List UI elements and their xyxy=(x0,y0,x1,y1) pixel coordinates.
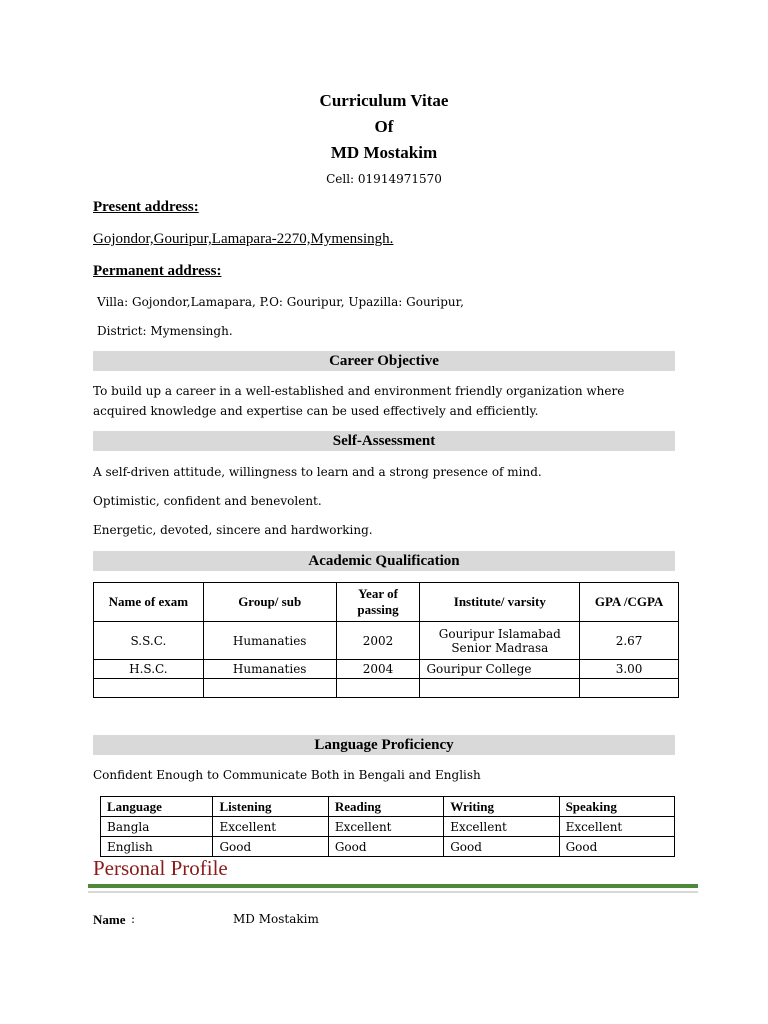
academic-col-header: GPA /CGPA xyxy=(580,583,679,622)
permanent-address-line1: Villa: Gojondor,Lamapara, P.O: Gouripur, Upazilla: Gouripur, xyxy=(97,295,464,309)
table-row xyxy=(94,660,679,679)
name-colon: : xyxy=(131,912,136,926)
personal-profile-heading: Personal Profile xyxy=(93,856,228,880)
table-cell: H.S.C. xyxy=(94,660,204,679)
table-cell: S.S.C. xyxy=(94,622,204,660)
language-col-header: Writing xyxy=(444,797,559,817)
career-objective-heading: Career Objective xyxy=(93,351,675,371)
table-cell xyxy=(420,679,580,698)
table-cell: 2.67 xyxy=(580,622,679,660)
present-address-value: Gojondor,Gouripur,Lamapara-2270,Mymensingh. xyxy=(93,231,394,247)
self-assessment-item: Energetic, devoted, sincere and hardworking. xyxy=(93,523,373,537)
language-header-row xyxy=(101,797,675,817)
language-heading: Language Proficiency xyxy=(93,735,675,755)
table-cell xyxy=(336,679,420,698)
language-col-header: Listening xyxy=(213,797,328,817)
academic-col-header: Year of passing xyxy=(336,583,420,622)
academic-col-header: Name of exam xyxy=(94,583,204,622)
table-cell: Good xyxy=(444,837,559,857)
cell-number: Cell: 01914971570 xyxy=(326,172,442,186)
permanent-address-label: Permanent address: xyxy=(93,263,222,279)
cv-owner-name: MD Mostakim xyxy=(330,143,438,162)
table-cell: Excellent xyxy=(444,817,559,837)
table-cell: Good xyxy=(328,837,443,857)
table-cell: English xyxy=(101,837,213,857)
table-row xyxy=(94,679,679,698)
table-row xyxy=(94,622,679,660)
name-label: Name xyxy=(93,912,126,927)
table-cell: Bangla xyxy=(101,817,213,837)
language-col-header: Speaking xyxy=(559,797,674,817)
table-cell: Excellent xyxy=(559,817,674,837)
table-row xyxy=(101,837,675,857)
career-objective-text: To build up a career in a well-established and environment friendly organization where acquired knowledge and expertise can be used effectively and efficiently. xyxy=(93,384,625,418)
profile-divider xyxy=(88,884,698,888)
academic-heading: Academic Qualification xyxy=(93,551,675,571)
academic-col-header: Institute/ varsity xyxy=(420,583,580,622)
table-cell: Excellent xyxy=(213,817,328,837)
cv-title: Curriculum Vitae xyxy=(319,91,449,110)
table-cell xyxy=(580,679,679,698)
self-assessment-heading: Self-Assessment xyxy=(93,431,675,451)
table-cell: Good xyxy=(559,837,674,857)
language-col-header: Reading xyxy=(328,797,443,817)
table-row xyxy=(101,817,675,837)
table-cell: Gouripur College xyxy=(420,660,580,679)
profile-divider-shadow xyxy=(88,891,698,893)
self-assessment-item: A self-driven attitude, willingness to learn and a strong presence of mind. xyxy=(93,465,542,479)
language-table xyxy=(100,796,675,857)
table-cell: Humanaties xyxy=(203,622,336,660)
language-col-header: Language xyxy=(101,797,213,817)
name-value: MD Mostakim xyxy=(233,912,319,926)
table-cell: 3.00 xyxy=(580,660,679,679)
table-cell: Gouripur Islamabad Senior Madrasa xyxy=(420,622,580,660)
table-cell: Humanaties xyxy=(203,660,336,679)
table-cell xyxy=(203,679,336,698)
table-cell: Excellent xyxy=(328,817,443,837)
academic-header-row xyxy=(94,583,679,622)
table-cell xyxy=(94,679,204,698)
academic-table xyxy=(93,582,679,698)
table-cell: 2002 xyxy=(336,622,420,660)
permanent-address-line2: District: Mymensingh. xyxy=(97,324,233,338)
present-address-label: Present address: xyxy=(93,199,199,215)
cv-title-of: Of xyxy=(374,117,394,136)
self-assessment-item: Optimistic, confident and benevolent. xyxy=(93,494,322,508)
table-cell: Good xyxy=(213,837,328,857)
table-cell: 2004 xyxy=(336,660,420,679)
academic-col-header: Group/ sub xyxy=(203,583,336,622)
language-intro: Confident Enough to Communicate Both in Bengali and English xyxy=(93,768,481,782)
